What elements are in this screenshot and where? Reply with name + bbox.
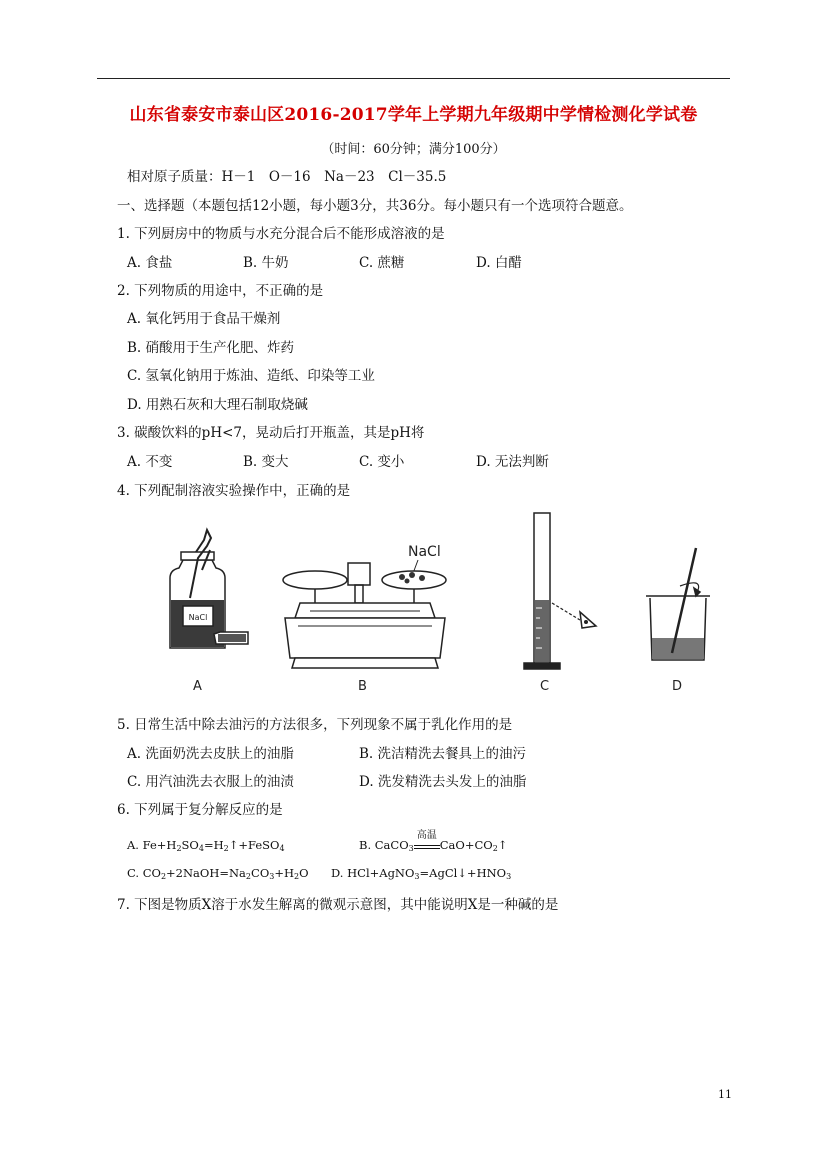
figure-d-beaker [646,548,710,660]
figure-b-balance [283,544,446,668]
q1-option-c: C. 蔗糖 [359,255,405,271]
question-4-stem: 4. 下列配制溶液实验操作中，正确的是 [117,483,351,499]
exam-title: 山东省泰安市泰山区2016-2017学年上学期九年级期中学情检测化学试卷 [129,105,698,125]
bottle-label: NaCl [188,613,208,622]
header-rule [97,78,730,79]
q5-option-d: D. 洗发精洗去头发上的油脂 [359,774,527,790]
figure-a-reagent-bottle [170,530,248,648]
nacl-label: NaCl [408,544,441,560]
page-number: 11 [718,1088,732,1101]
q5-option-b: B. 洗洁精洗去餐具上的油污 [359,746,527,762]
figure-c-graduated-cylinder [524,513,596,669]
q1-option-b: B. 牛奶 [243,255,289,271]
figure-label-a: A [193,679,202,694]
question-6-stem: 6. 下列属于复分解反应的是 [117,802,283,818]
reaction-condition: 高温 [416,830,437,841]
q3-option-a: A. 不变 [127,454,173,470]
q1-option-a: A. 食盐 [127,255,173,271]
q2-option-c: C. 氢氧化钠用于炼油、造纸、印染等工业 [127,368,375,384]
q6-option-b: B. CaCO$_3$ 高温 $CaO+CO_2↑$ [359,838,507,853]
lab-operations-figure [150,508,720,700]
question-2-stem: 2. 下列物质的用途中，不正确的是 [117,283,324,299]
q6-option-d: D. $HCl+AgNO_3=AgCl↓+HNO_3$ [331,866,512,881]
q3-option-c: C. 变小 [359,454,405,470]
figure-label-b: B [358,679,367,694]
question-5-stem: 5. 日常生活中除去油污的方法很多，下列现象不属于乳化作用的是 [117,717,513,733]
question-7-stem: 7. 下图是物质X溶于水发生解离的微观示意图，其中能说明X是一种碱的是 [117,897,559,913]
q5-option-c: C. 用汽油洗去衣服上的油渍 [127,774,294,790]
question-3-stem: 3. 碳酸饮料的pH<7，晃动后打开瓶盖，其是pH将 [117,425,425,441]
q6-option-a: A. $Fe+H_2SO_4=H_2↑+FeSO_4$ [127,838,285,853]
figure-label-c: C [540,679,550,694]
section-heading: 一、选择题（本题包括12小题，每小题3分，共36分。每小题只有一个选项符合题意。 [117,198,633,214]
figure-label-d: D [672,679,683,694]
q2-option-d: D. 用熟石灰和大理石制取烧碱 [127,397,308,413]
q3-option-b: B. 变大 [243,454,289,470]
atomic-masses: 相对原子质量：H－1 O－16 Na－23 Cl－35.5 [127,169,447,185]
q3-option-d: D. 无法判断 [476,454,549,470]
q1-option-d: D. 白醋 [476,255,522,271]
q2-option-b: B. 硝酸用于生产化肥、炸药 [127,340,295,356]
question-1-stem: 1. 下列厨房中的物质与水充分混合后不能形成溶液的是 [117,226,445,242]
q6-option-c: C. $CO_2+2NaOH=Na_2CO_3+H_2O$ [127,866,309,881]
q5-option-a: A. 洗面奶洗去皮肤上的油脂 [127,746,294,762]
exam-subtitle: （时间：60分钟；满分100分） [321,142,506,157]
q2-option-a: A. 氧化钙用于食品干燥剂 [127,311,281,327]
